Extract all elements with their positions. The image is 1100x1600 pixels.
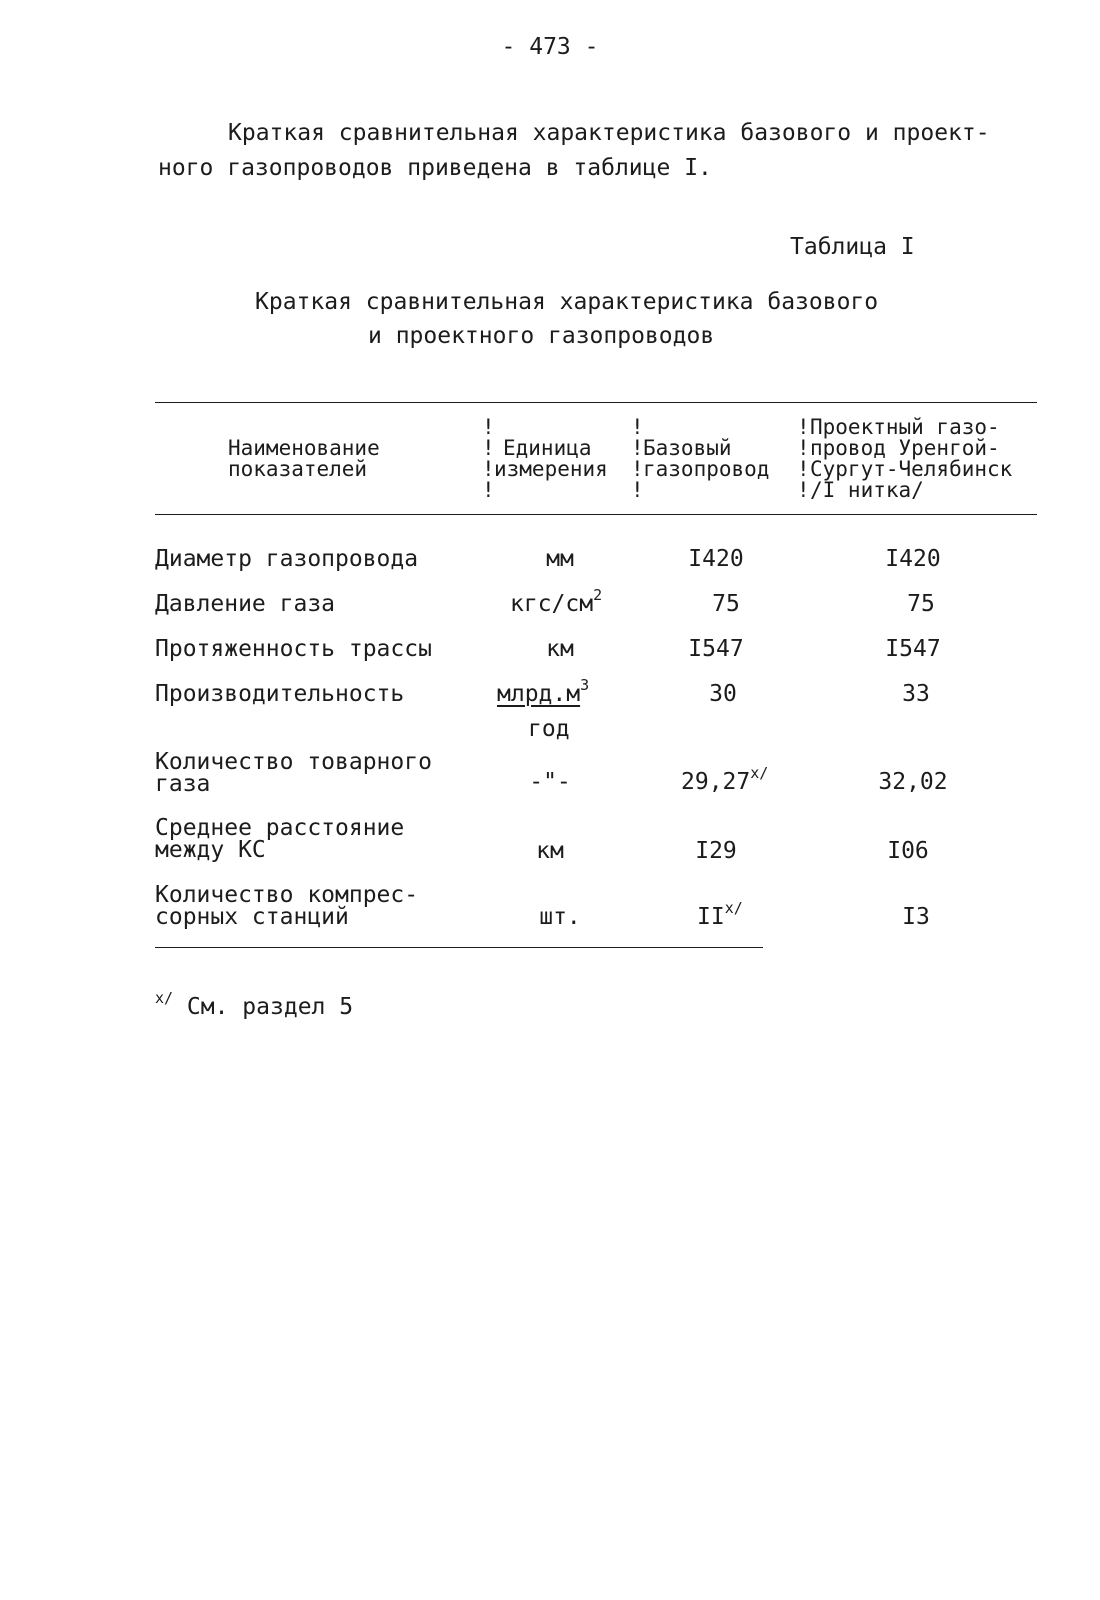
header-base-line-1: Базовый <box>643 436 732 460</box>
row-name-line-1: Количество товарного <box>155 749 432 775</box>
header-name-line-2: показателей <box>228 457 368 481</box>
row-project-value: 32,02 <box>878 769 948 795</box>
header-unit-line-1: Единица <box>503 436 592 460</box>
row-name: Давление газа <box>155 591 336 617</box>
row-unit: -"- <box>529 769 571 795</box>
header-separator-2: ! ! ! ! <box>631 415 644 502</box>
row-base-value <box>697 899 743 930</box>
footnote-text: См. раздел 5 <box>186 994 354 1020</box>
row-project-value: 75 <box>907 591 935 617</box>
row-name-line-2: газа <box>155 771 211 797</box>
row-name-line-1: Количество компрес- <box>155 882 419 908</box>
value-text: II <box>697 904 725 930</box>
table-title-line-1: Краткая сравнительная характеристика базового <box>255 289 879 315</box>
row-unit <box>510 586 603 617</box>
intro-line-2: ного газопроводов приведена в таблице I. <box>158 155 712 181</box>
row-name-line-2: между КС <box>155 837 266 863</box>
row-project-value: I420 <box>885 546 941 572</box>
row-unit: км <box>546 636 574 662</box>
row-base-value: I29 <box>695 838 737 864</box>
header-separator-3: ! ! ! ! <box>797 415 810 502</box>
table-bottom-rule <box>155 947 763 948</box>
header-name-line-1: Наименование <box>228 436 380 460</box>
header-project-line-2: провод Уренгой- <box>810 436 1000 460</box>
row-base-value: I420 <box>688 546 744 572</box>
footnote-mark: x/ <box>724 899 743 917</box>
row-unit-numerator <box>497 676 590 707</box>
row-project-value: I06 <box>887 838 929 864</box>
unit-exponent: 2 <box>593 586 603 604</box>
unit-text: млрд.м <box>497 681 581 707</box>
header-base-line-2: газопровод <box>643 457 770 481</box>
table-top-rule <box>155 402 1037 403</box>
row-unit-denominator: год <box>528 716 570 742</box>
table-title-line-2: и проектного газопроводов <box>368 323 715 349</box>
row-unit: км <box>536 838 564 864</box>
unit-exponent: 3 <box>580 676 590 694</box>
row-project-value: I547 <box>885 636 941 662</box>
row-project-value: I3 <box>902 904 930 930</box>
row-name: Протяженность трассы <box>155 636 432 662</box>
footnote-mark: x/ <box>750 764 769 782</box>
value-text: 29,27 <box>681 769 751 795</box>
header-project-line-1: Проектный газо- <box>810 415 1000 439</box>
row-base-value <box>681 764 769 795</box>
intro-line-1: Краткая сравнительная характеристика базового и проект- <box>228 120 990 146</box>
row-base-value: 75 <box>712 591 740 617</box>
unit-text: кгс/см <box>510 591 594 617</box>
header-project-line-4: /I нитка/ <box>810 478 924 502</box>
row-unit: мм <box>546 546 574 572</box>
row-base-value: 30 <box>709 681 737 707</box>
row-name-line-1: Среднее расстояние <box>155 815 405 841</box>
header-separator-1: ! ! ! ! <box>482 415 495 502</box>
row-project-value: 33 <box>902 681 930 707</box>
header-project-line-3: Сургут-Челябинск <box>810 457 1013 481</box>
footnote <box>155 989 354 1020</box>
row-name-line-2: сорных станций <box>155 904 349 930</box>
row-base-value: I547 <box>688 636 744 662</box>
header-unit-line-2: измерения <box>494 457 608 481</box>
header-bottom-rule <box>155 514 1037 515</box>
table-label: Таблица I <box>790 234 915 260</box>
page-number: - 473 - <box>501 34 599 60</box>
footnote-mark: x/ <box>155 989 174 1007</box>
row-name: Производительность <box>155 681 405 707</box>
row-name: Диаметр газопровода <box>155 546 419 572</box>
row-unit: шт. <box>539 904 581 930</box>
